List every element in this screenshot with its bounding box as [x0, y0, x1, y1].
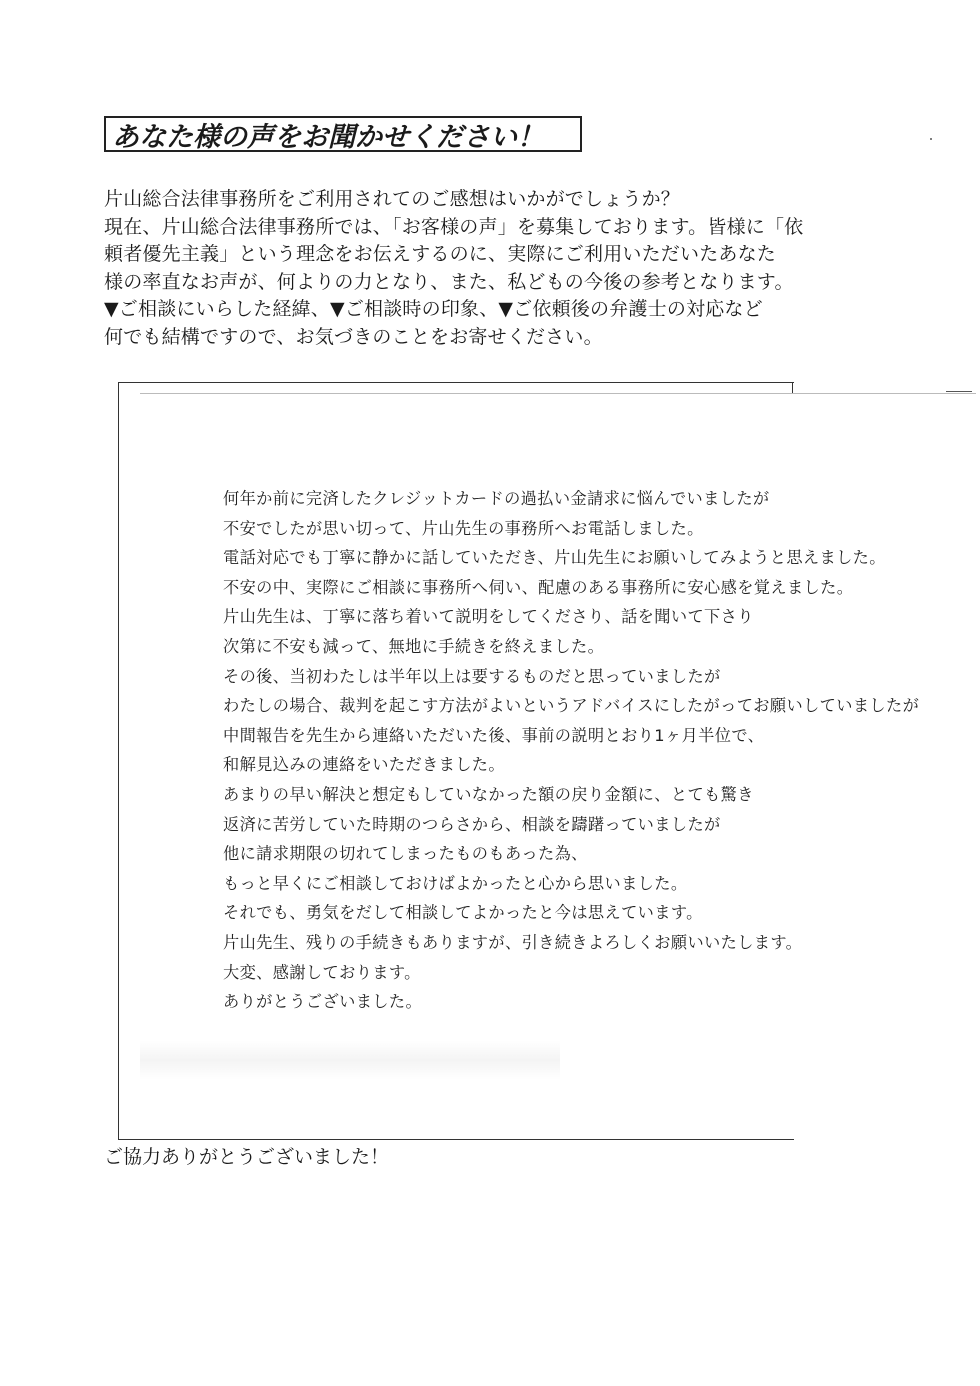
testimonial-line: 片山先生、残りの手続きもありますが、引き続きよろしくお願いいたします。 [223, 932, 803, 952]
testimonial-line: 中間報告を先生から連絡いただいた後、事前の説明とおり1ヶ月半位で、 [223, 725, 765, 745]
scan-mark [946, 391, 972, 392]
page-title: あなた様の声をお聞かせください！ [112, 121, 544, 153]
testimonial-line: 他に請求期限の切れてしまったものもあった為、 [223, 844, 588, 864]
comment-frame-bottom-border [118, 1139, 794, 1140]
testimonial-line: ありがとうございました。 [223, 992, 423, 1012]
testimonial-line: その後、当初わたしは半年以上は要するものだと思っていましたが [223, 666, 721, 686]
testimonial-line: 不安の中、実際にご相談に事務所へ伺い、配慮のある事務所に安心感を覚えました。 [223, 577, 854, 597]
title-box [104, 116, 582, 152]
testimonial-text [223, 484, 980, 1017]
closing-thanks: ご協力ありがとうございました！ [104, 1146, 390, 1168]
intro-line: 現在、片山総合法律事務所では、「お客様の声」を募集しております。皆様に「依 [104, 215, 804, 238]
scan-speck [930, 138, 932, 140]
testimonial-line: 大変、感謝しております。 [223, 962, 421, 982]
testimonial-line: わたしの場合、裁判を起こす方法がよいというアドバイスにしたがってお願いしていましたが [223, 696, 920, 716]
intro-line: 様の率直なお声が、何よりの力となり、また、私どもの今後の参考となります。 [104, 270, 794, 293]
comment-frame-top-border [118, 382, 794, 383]
intro-line: 頼者優先主義」という理念をお伝えするのに、実際にご利用いただいたあなた [104, 243, 777, 265]
testimonial-line: 片山先生は、丁寧に落ち着いて説明をしてくださり、話を聞いて下さり [223, 607, 754, 627]
scan-edge-line [140, 393, 976, 394]
testimonial-line: 次第に不安も減って、無地に手続きを終えました。 [223, 636, 605, 656]
scan-smudge [140, 1040, 560, 1080]
testimonial-line: 何年か前に完済したクレジットカードの過払い金請求に悩んでいましたが [223, 489, 770, 508]
intro-line: 何でも結構ですので、お気づきのことをお寄せください。 [104, 325, 603, 348]
testimonial-line: 電話対応でも丁寧に静かに話していただき、片山先生にお願いしてみようと思えました。 [223, 548, 886, 568]
testimonial-line: もっと早くにご相談しておけばよかったと心から思いました。 [223, 873, 688, 893]
intro-line: 片山総合法律事務所をご利用されてのご感想はいかがでしょうか？ [104, 188, 681, 210]
comment-frame-left-border [118, 382, 119, 1140]
intro-paragraph [104, 186, 824, 351]
testimonial-line: それでも、勇気をだして相談してよかったと今は思えています。 [223, 903, 703, 923]
intro-line: ▼ご相談にいらした経緯、▼ご相談時の印象、▼ご依頼後の弁護士の対応など [104, 298, 763, 320]
testimonial-line: 不安でしたが思い切って、片山先生の事務所へお電話しました。 [223, 518, 704, 538]
testimonial-line: 和解見込みの連絡をいただきました。 [223, 755, 505, 775]
testimonial-line: 返済に苦労していた時期のつらさから、相談を躊躇っていましたが [223, 814, 721, 834]
testimonial-line: あまりの早い解決と想定もしていなかった額の戻り金額に、とても驚き [223, 784, 754, 804]
